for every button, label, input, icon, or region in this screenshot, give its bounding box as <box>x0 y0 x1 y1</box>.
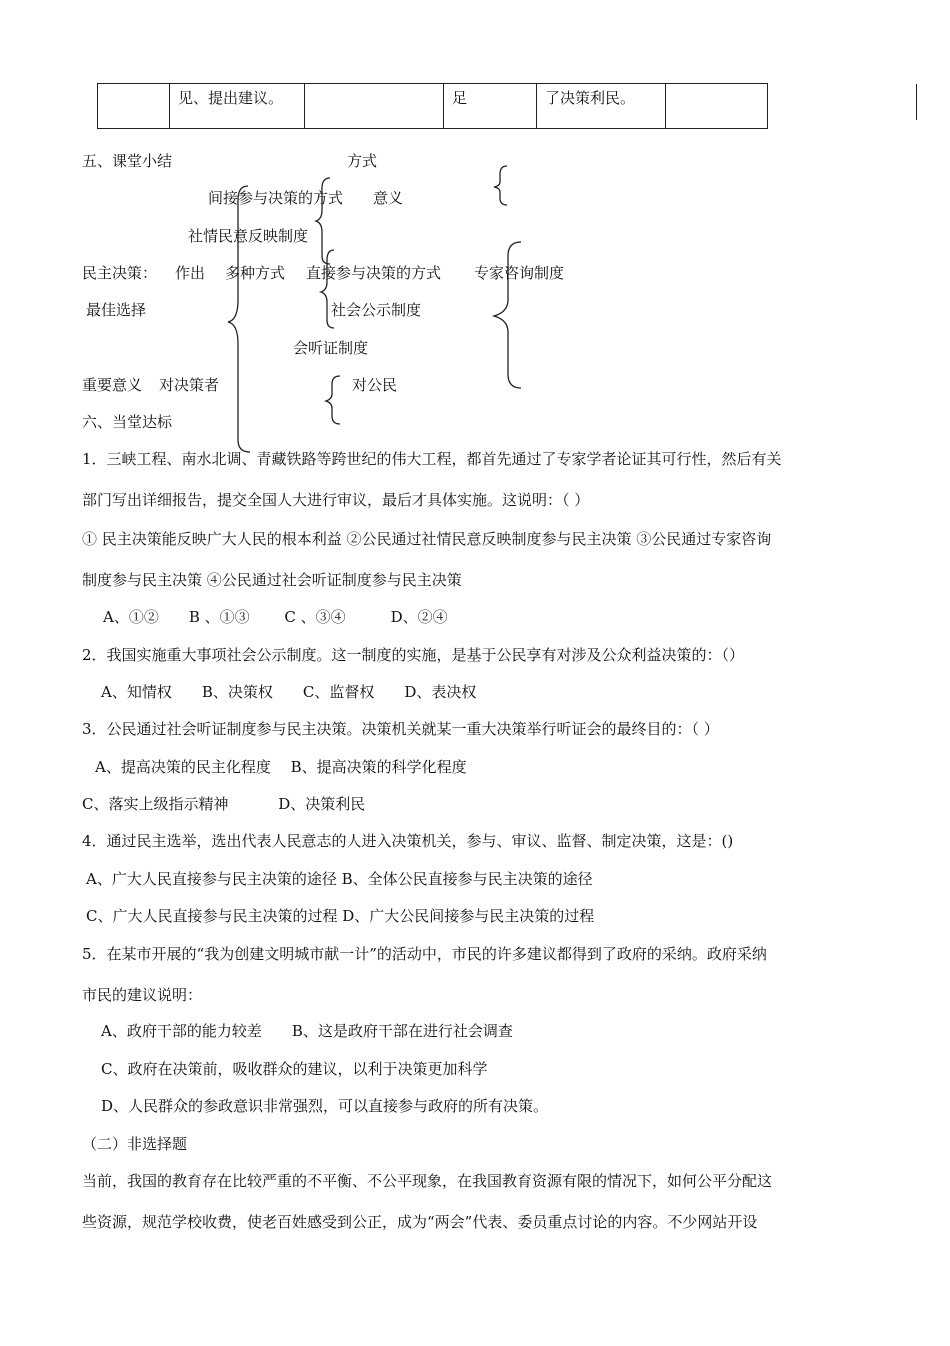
label-tingzheng: 会听证制度 <box>293 339 369 357</box>
label-gongshi: 社会公示制度 <box>331 301 422 319</box>
section-heading: 六、当堂达标 <box>82 413 173 431</box>
para-line1: 当前，我国的教育存在比较严重的不平衡、不公平现象，在我国教育资源有限的情况下，如何公平分配这 <box>82 1172 773 1190</box>
q3-options1: A、提高决策的民主化程度 B、提高决策的科学化程度 <box>95 758 467 776</box>
table-cell <box>98 84 170 129</box>
table-cell <box>666 84 768 129</box>
q5-line2: 市民的建议说明： <box>82 986 203 1004</box>
brace-gongmin <box>326 376 340 424</box>
label-minzhu: 民主决策： <box>82 264 158 282</box>
label-direct: 直接参与决策的方式 <box>306 264 442 282</box>
label-zuochu: 作出 <box>175 264 206 282</box>
q4-line1: 4．通过民主选举，选出代表人民意志的人进入决策机关，参与、审议、监督、制定决策，这是：() <box>82 832 734 850</box>
label-zuijia: 最佳选择 <box>86 301 147 319</box>
label-zhuanjia: 专家咨询制度 <box>474 264 565 282</box>
margin-bar <box>916 84 917 120</box>
q1-line2: 部门写出详细报告，提交全国人大进行审议，最后才具体实施。这说明：（ ） <box>82 491 590 509</box>
para-line2: 些资源，规范学校收费，使老百姓感受到公正，成为“两会”代表、委员重点讨论的内容。不少网站开设 <box>82 1213 758 1231</box>
table-row <box>98 84 768 129</box>
table-cell: 足 <box>444 84 537 129</box>
answer-table <box>97 83 768 129</box>
label-indirect: 间接参与决策的方式 <box>208 189 344 207</box>
q5-option-c: C、政府在决策前，吸收群众的建议，以利于决策更加科学 <box>101 1060 488 1078</box>
label-duozhong: 多种方式 <box>225 264 286 282</box>
q2-options: A、知情权 B、决策权 C、监督权 D、表决权 <box>101 683 477 701</box>
label-fangshi: 方式 <box>347 152 378 170</box>
label-sheqing: 社情民意反映制度 <box>188 227 309 245</box>
label-zhongyao: 重要意义 <box>82 376 143 394</box>
table-cell: 了决策利民。 <box>537 84 666 129</box>
label-yiyi: 意义 <box>373 189 404 207</box>
nonchoice-heading: （二）非选择题 <box>82 1135 188 1153</box>
label-dui-gongmin: 对公民 <box>352 376 398 394</box>
q1-line3: ① 民主决策能反映广大人民的根本利益 ②公民通过社情民意反映制度参与民主决策 ③公民通过专家咨询 <box>82 530 772 548</box>
q4-options1: A、广大人民直接参与民主决策的途径 B、全体公民直接参与民主决策的途径 <box>86 870 593 888</box>
q3-options2: C、落实上级指示精神 D、决策利民 <box>82 795 366 813</box>
q5-options-ab: A、政府干部的能力较差 B、这是政府干部在进行社会调查 <box>101 1022 513 1040</box>
q1-line4: 制度参与民主决策 ④公民通过社会听证制度参与民主决策 <box>82 571 462 589</box>
q1-options: A、①② B 、①③ C 、③④ D、②④ <box>103 608 448 626</box>
q5-option-d: D、人民群众的参政意识非常强烈，可以直接参与政府的所有决策。 <box>101 1097 549 1115</box>
summary-heading: 五、课堂小结 <box>82 152 173 170</box>
q2-line1: 2．我国实施重大事项社会公示制度。这一制度的实施，是基于公民享有对涉及公众利益决策的：（） <box>82 646 745 664</box>
table-cell <box>305 84 444 129</box>
brace-small-top <box>494 166 507 205</box>
label-dui-juece: 对决策者 <box>159 376 220 394</box>
q4-options2: C、广大人民直接参与民主决策的过程 D、广大公民间接参与民主决策的过程 <box>86 907 595 925</box>
table-cell: 见、提出建议。 <box>170 84 305 129</box>
q1-line1: 1．三峡工程、南水北调、青藏铁路等跨世纪的伟大工程，都首先通过了专家学者论证其可行性，然后有关 <box>82 450 782 468</box>
q5-line1: 5．在某市开展的“我为创建文明城市献一计”的活动中，市民的许多建议都得到了政府的采纳。政府采纳 <box>82 945 767 963</box>
q3-line1: 3．公民通过社会听证制度参与民主决策。决策机关就某一重大决策举行听证会的最终目的：（ ） <box>82 720 719 738</box>
